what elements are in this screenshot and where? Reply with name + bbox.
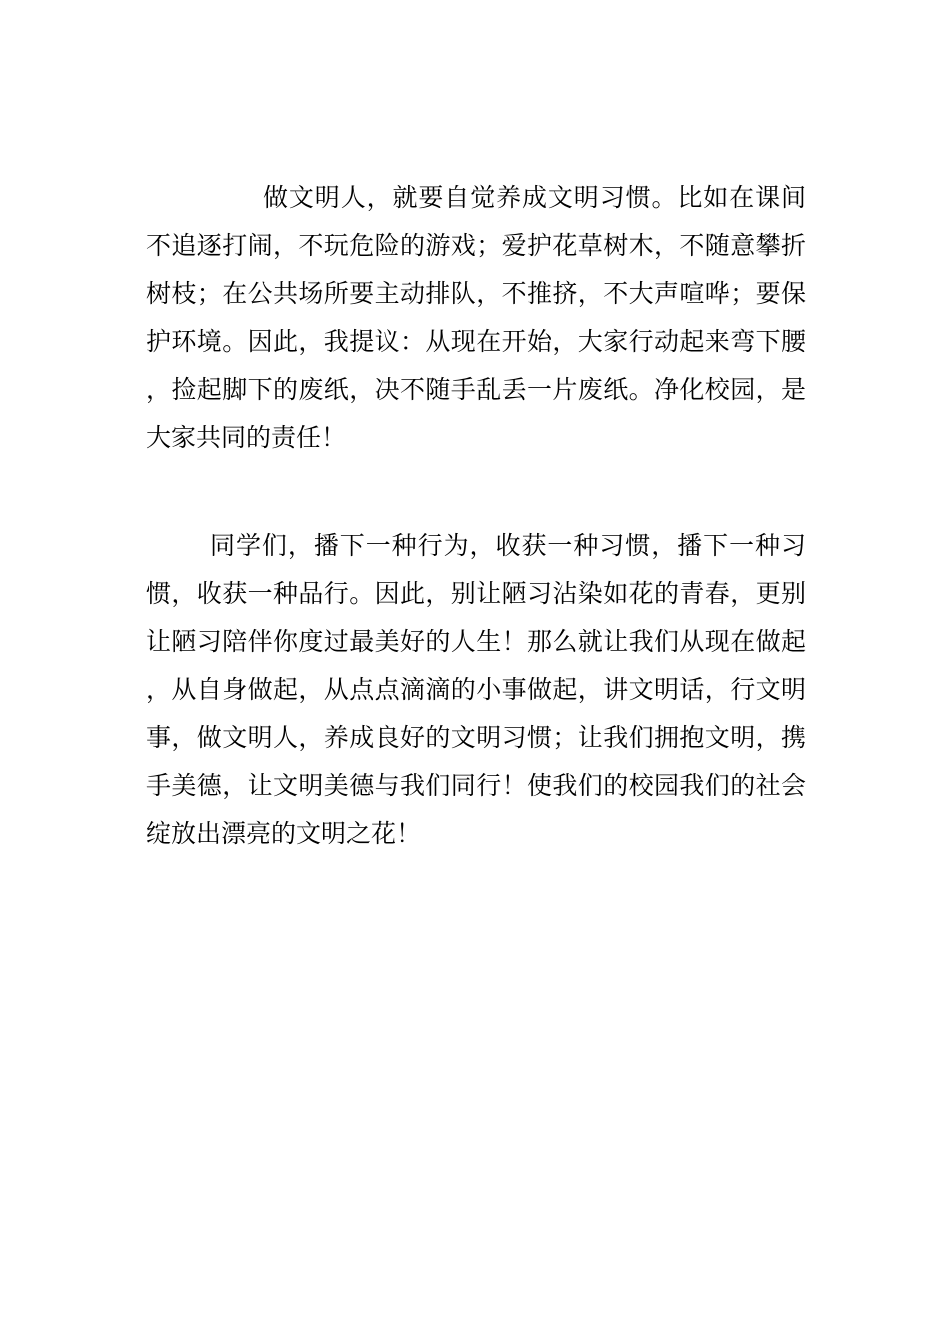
paragraph-call-to-action: 同学们，播下一种行为，收获一种习惯，播下一种习惯，收获一种品行。因此，别让陋习沾染如花的青春，更别让陋习陪伴你度过最美好的人生！那么就让我们从现在做起，从自身做起，从点点滴滴的小事做起，讲文明话，行文明事，做文明人，养成良好的文明习惯；让我们拥抱文明，携手美德，让文明美德与我们同行！使我们的校园我们的社会绽放出漂亮的文明之花！ <box>146 531 806 848</box>
paragraph-civility-habits: 做文明人，就要自觉养成文明习惯。比如在课间不追逐打闹，不玩危险的游戏；爱护花草树木，不随意攀折树枝；在公共场所要主动排队，不推挤，不大声喧哗；要保护环境。因此，我提议：从现在开始，大家行动起来弯下腰，捡起脚下的废纸，决不随手乱丢一片废纸。净化校园，是大家共同的责任！ <box>146 183 806 452</box>
document-body <box>146 174 806 858</box>
